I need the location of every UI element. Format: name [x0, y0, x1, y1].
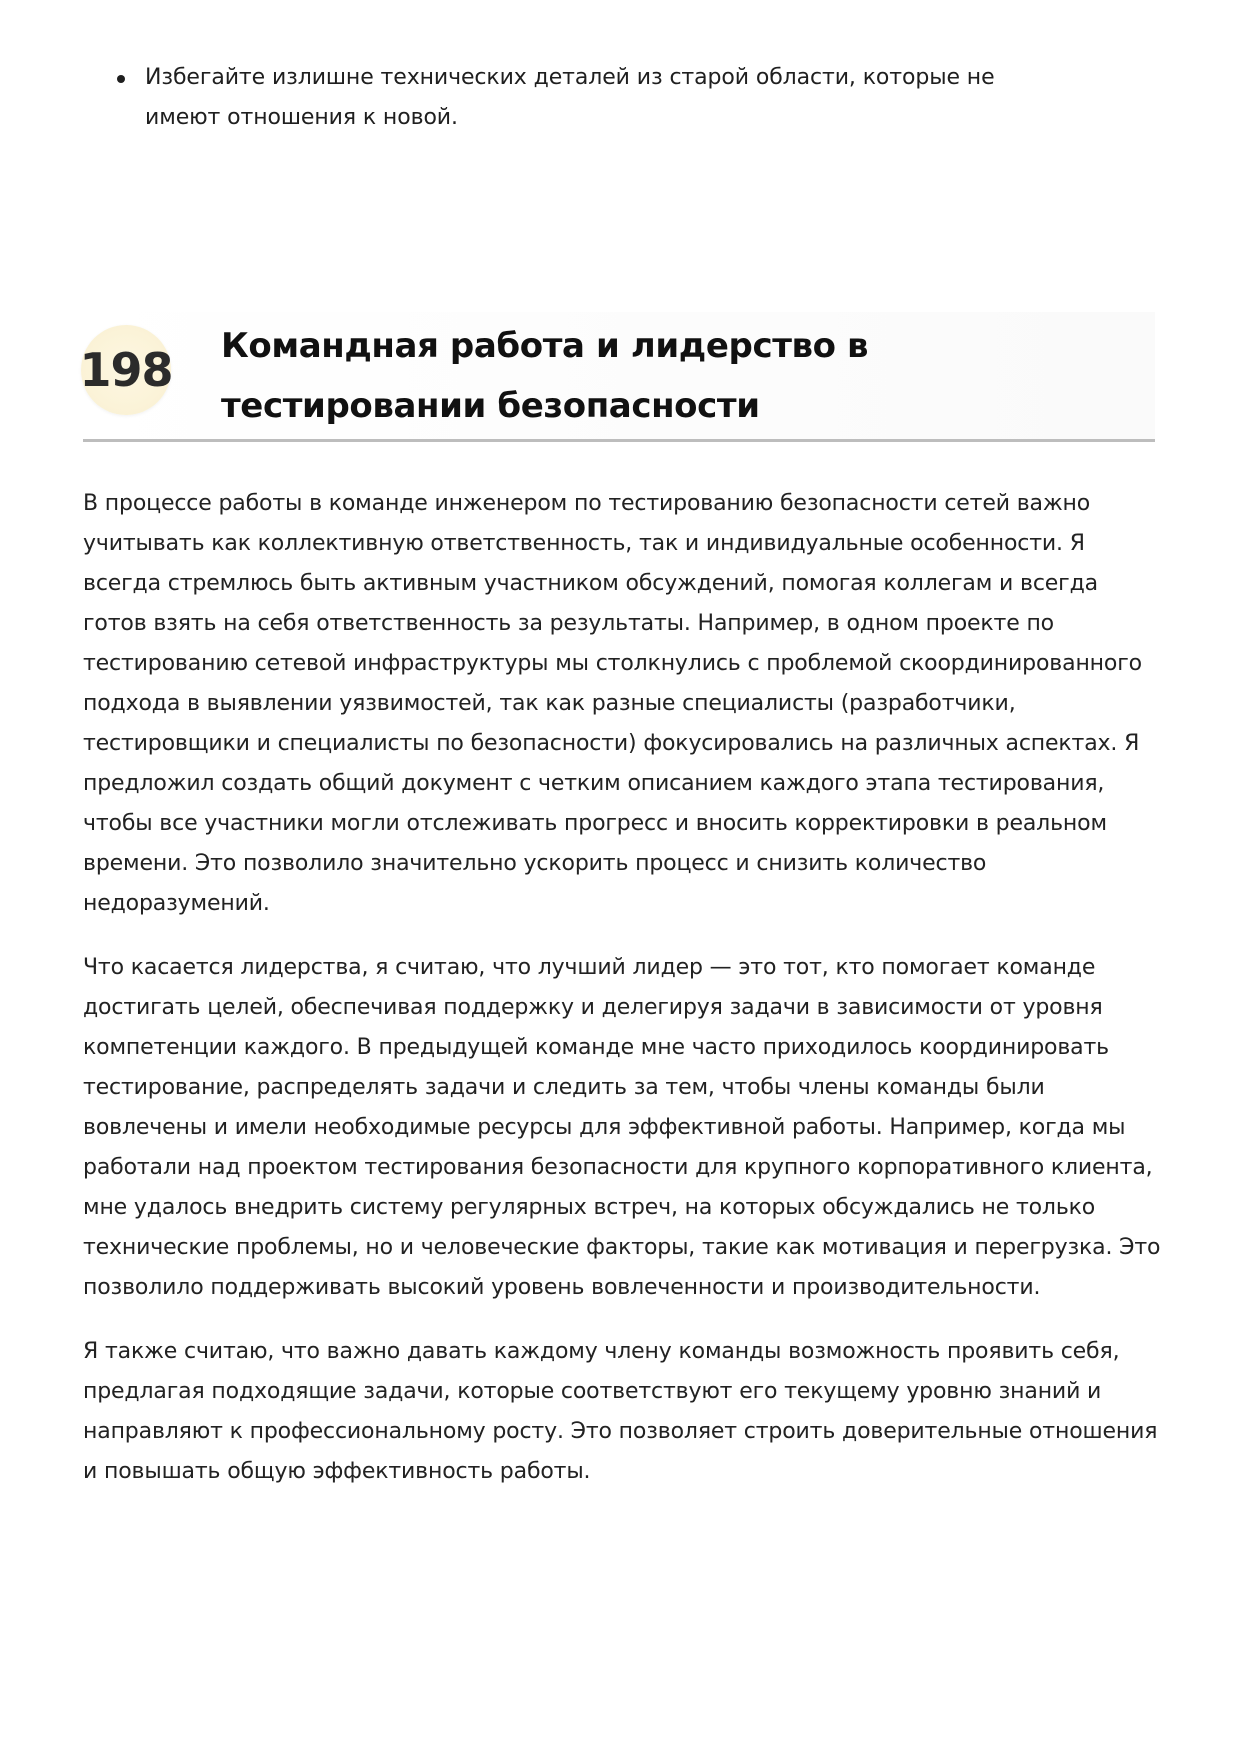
paragraph: Я также считаю, что важно давать каждому члену команды возможность проявить себя, предлагая подходящие задачи, которые соответствуют его текущему уровню знаний и направляют к профессиональному росту. Это позволяет строить доверительные отношения и повышать общую эффективность работы.	[83, 1339, 1158, 1484]
bullet-icon	[117, 75, 125, 83]
bullet-list	[0, 58, 1239, 138]
section-number-badge	[81, 325, 171, 415]
list-item-text: Избегайте излишне технических деталей из старой области, которые не имеют отношения к новой.	[145, 65, 995, 130]
list-item	[0, 58, 1065, 138]
paragraph: В процессе работы в команде инженером по тестированию безопасности сетей важно учитывать как коллективную ответственность, так и индивидуальные особенности. Я всегда стремлюсь быть активным участником обсуждений, помогая коллегам и всегда готов взять на себя ответственность за результаты. Например, в одном проекте по тестированию сетевой инфраструктуры мы столкнулись с проблемой скоординированного подхода в выявлении уязвимостей, так как разные специалисты (разработчики, тестировщики и специалисты по безопасности) фокусировались на различных аспектах. Я предложил создать общий документ с четким описанием каждого этапа тестирования, чтобы все участники могли отслеживать прогресс и вносить корректировки в реальном времени. Это позволило значительно ускорить процесс и снизить количество недоразумений.	[83, 491, 1142, 916]
section-body	[83, 484, 1163, 1516]
section-title: Командная работа и лидерство в тестировании безопасности	[221, 326, 869, 426]
paragraph: Что касается лидерства, я считаю, что лучший лидер — это тот, кто помогает команде достигать целей, обеспечивая поддержку и делегируя задачи в зависимости от уровня компетенции каждого. В предыдущей команде мне часто приходилось координировать тестирование, распределять задачи и следить за тем, чтобы члены команды были вовлечены и имели необходимые ресурсы для эффективной работы. Например, когда мы работали над проектом тестирования безопасности для крупного корпоративного клиента, мне удалось внедрить систему регулярных встреч, на которых обсуждались не только технические проблемы, но и человеческие факторы, такие как мотивация и перегрузка. Это позволило поддерживать высокий уровень вовлеченности и производительности.	[83, 955, 1161, 1300]
section-number: 198	[79, 343, 173, 397]
section-header	[79, 312, 1155, 442]
